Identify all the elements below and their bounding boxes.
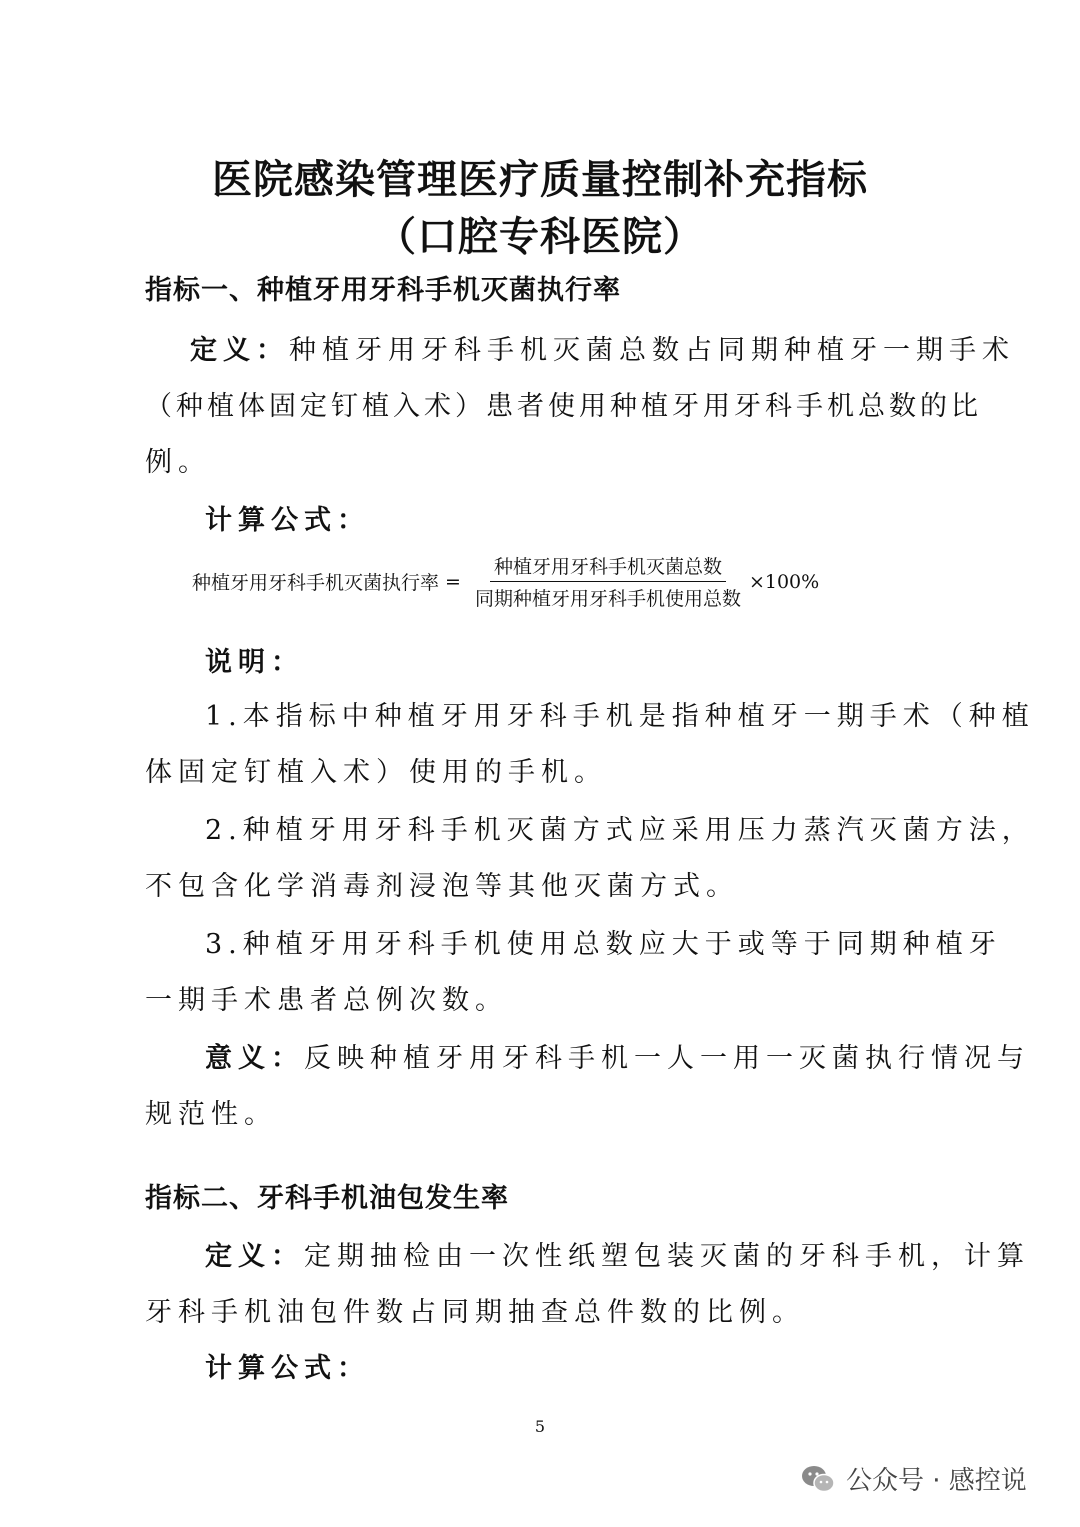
indicator1-formula-label: 计算公式： [205, 505, 370, 536]
formula-fraction [471, 552, 745, 611]
note1-line2: 体固定钉植入术）使用的手机。 [145, 757, 607, 788]
formula-numerator: 种植牙用牙科手机灭菌总数 [490, 552, 726, 582]
watermark-text: 公众号 · 感控说 [846, 1466, 1027, 1496]
formula-multiplier: ×100% [748, 570, 820, 593]
note2-line1: 2.种植牙用牙科手机灭菌方式应采用压力蒸汽灭菌方法， [205, 815, 1035, 846]
indicator1-formula [192, 552, 819, 611]
note2-line2: 不包含化学消毒剂浸泡等其他灭菌方式。 [145, 871, 739, 902]
indicator1-definition-line2: （种植体固定钉植入术）患者使用种植牙用牙科手机总数的比 [145, 391, 982, 422]
formula-lhs: 种植牙用牙科手机灭菌执行率 [192, 572, 440, 594]
significance-label: 意义： [205, 1043, 304, 1074]
note1-line1: 1.本指标中种植牙用牙科手机是指种植牙一期手术（种植 [205, 701, 1035, 732]
wechat-icon [800, 1464, 836, 1494]
page-subtitle: （口腔专科医院） [376, 214, 704, 260]
page-title: 医院感染管理医疗质量控制补充指标 [212, 157, 868, 203]
indicator1-definition-line3: 例。 [145, 447, 211, 478]
formula-equals: = [445, 570, 461, 593]
note3-line1: 3.种植牙用牙科手机使用总数应大于或等于同期种植牙 [205, 929, 1002, 960]
definition-label: 定义： [205, 1241, 304, 1272]
watermark [800, 1460, 1027, 1497]
page-number: 5 [534, 1417, 546, 1436]
indicator2-definition-line2: 牙科手机油包件数占同期抽查总件数的比例。 [145, 1297, 805, 1328]
indicator2-formula-label: 计算公式： [205, 1353, 370, 1384]
formula-denominator: 同期种植牙用牙科手机使用总数 [474, 588, 741, 610]
indicator1-heading: 指标一、种植牙用牙科手机灭菌执行率 [145, 275, 621, 306]
indicator1-definition-line1: 定义：种植牙用牙科手机灭菌总数占同期种植牙一期手术 [190, 335, 1015, 366]
indicator1-notes-label: 说明： [205, 647, 304, 678]
indicator1-significance-line2: 规范性。 [145, 1099, 277, 1130]
indicator1-significance-line1: 意义：反映种植牙用牙科手机一人一用一灭菌执行情况与 [205, 1043, 1030, 1074]
definition-label: 定义： [190, 335, 289, 366]
indicator2-definition-line1: 定义：定期抽检由一次性纸塑包装灭菌的牙科手机，计算 [205, 1241, 1030, 1272]
indicator2-heading: 指标二、牙科手机油包发生率 [145, 1183, 509, 1214]
note3-line2: 一期手术患者总例次数。 [145, 985, 508, 1016]
